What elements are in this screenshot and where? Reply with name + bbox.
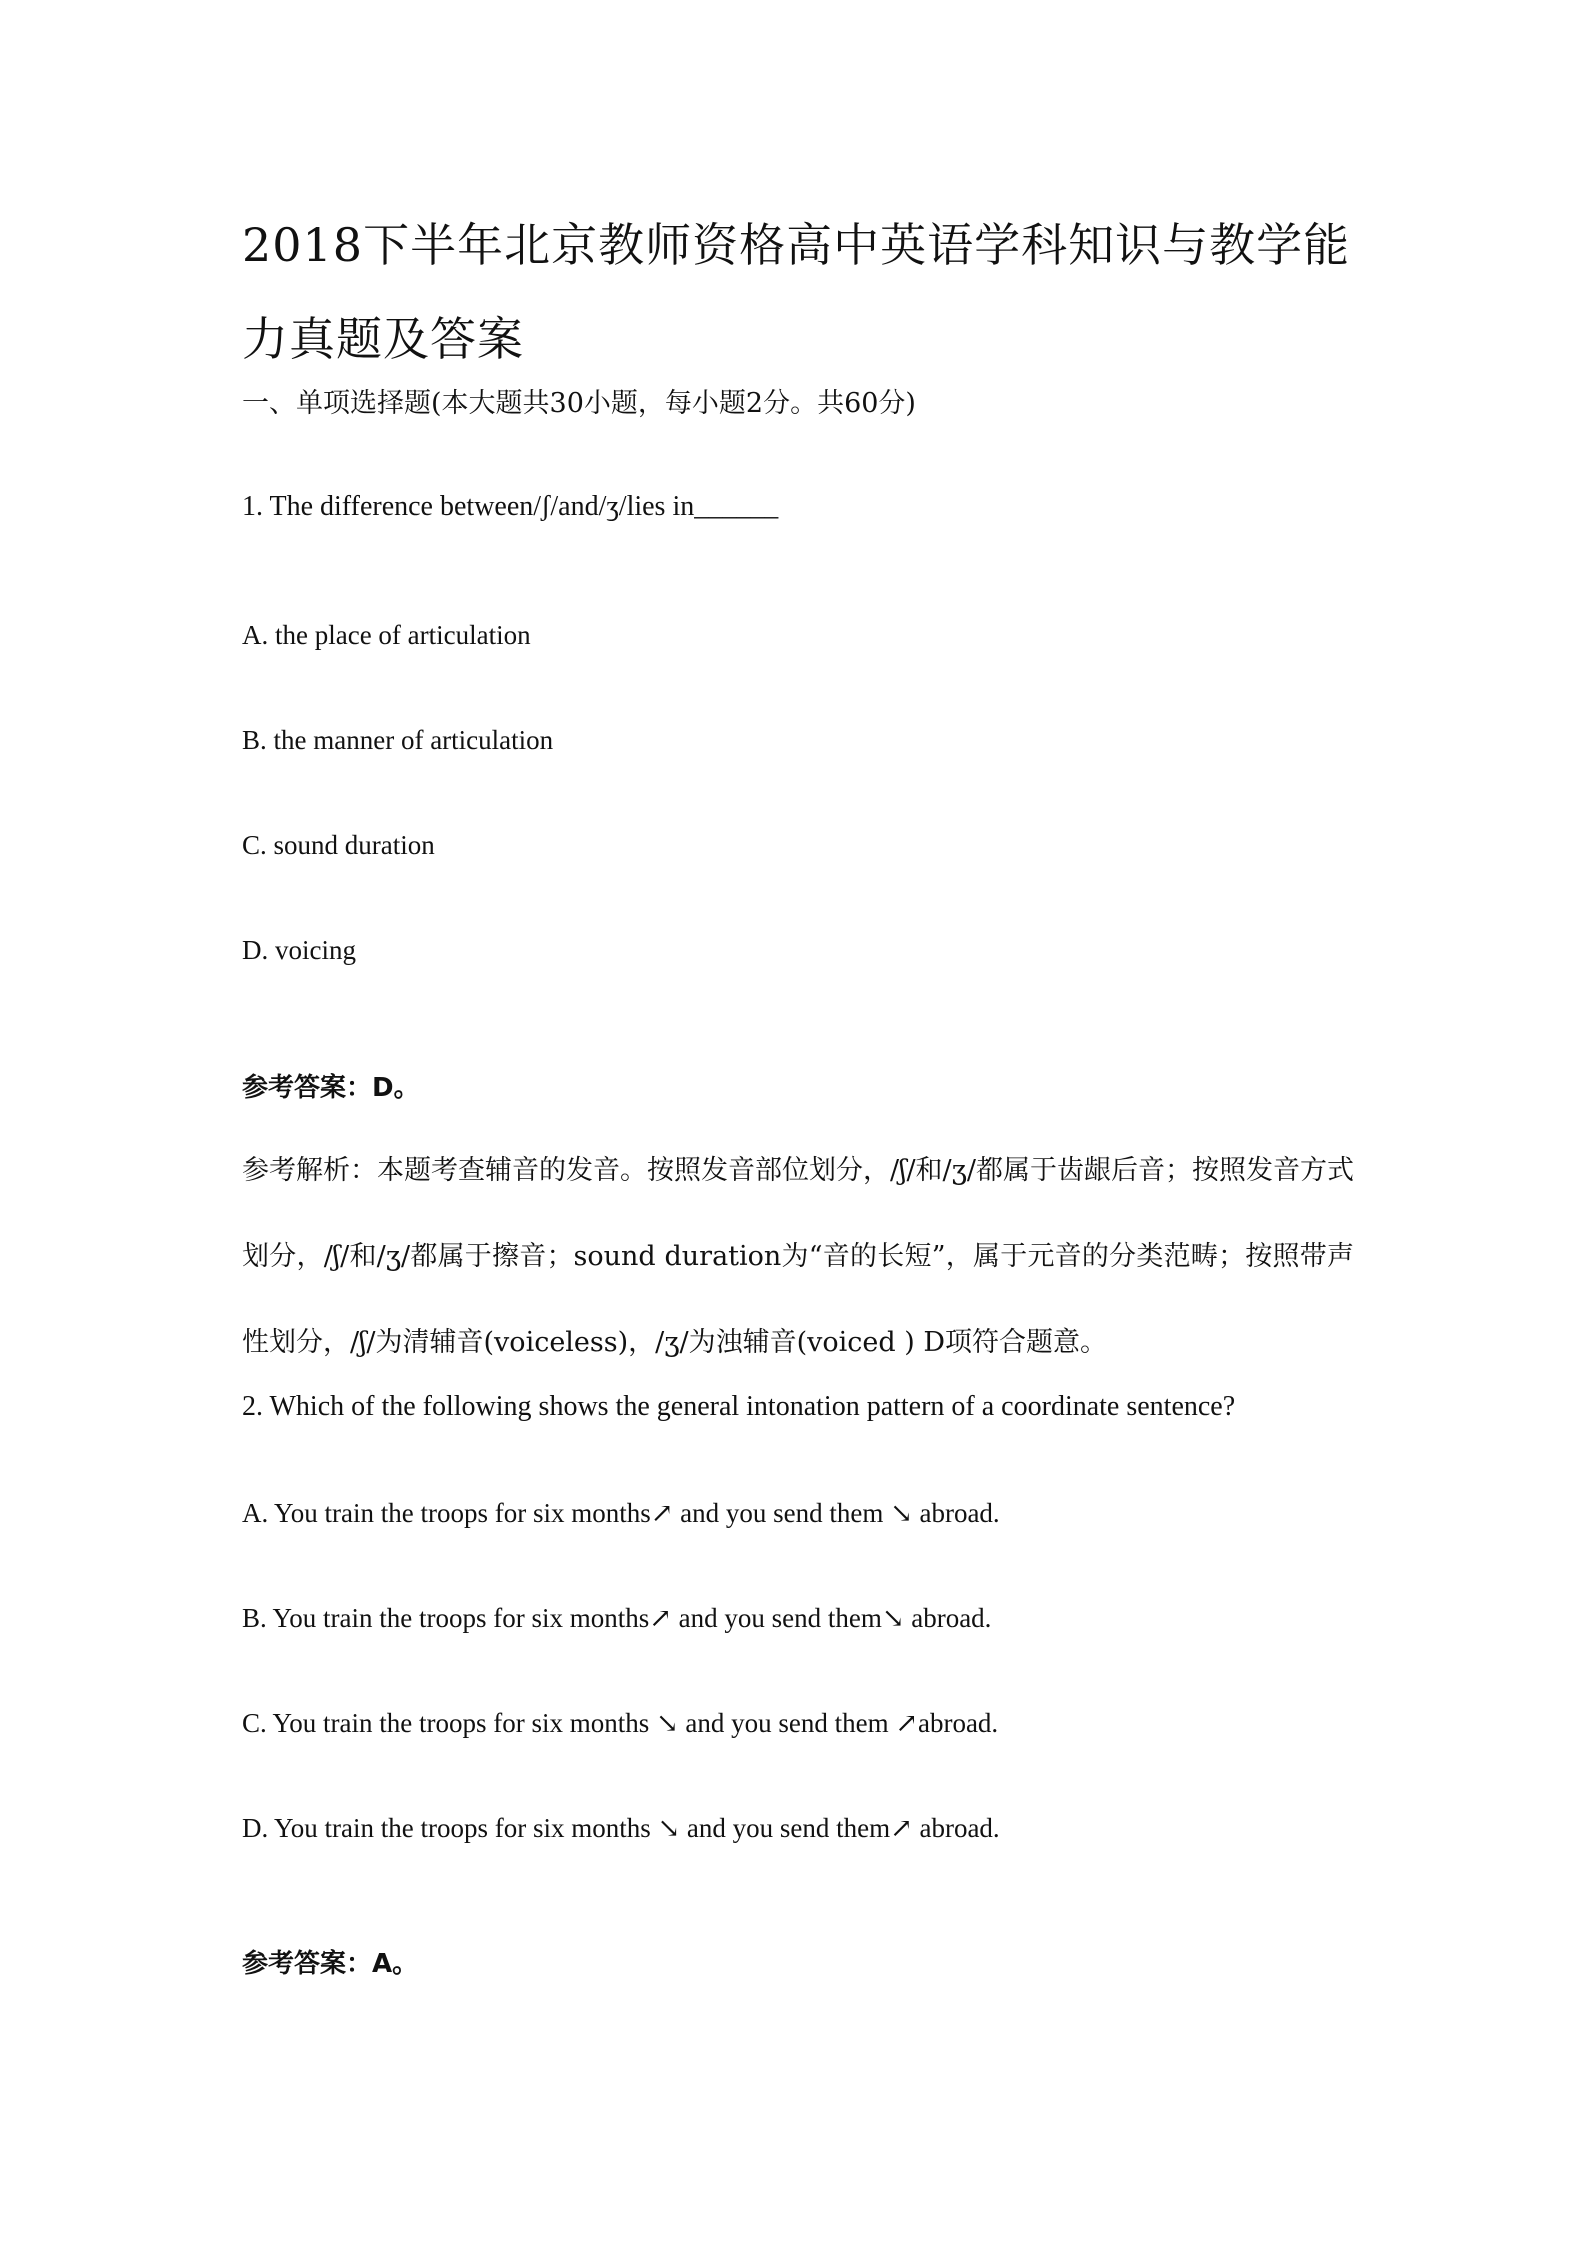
- question-2-option-d: D. You train the troops for six months ↘ and you send them↗ abroad.: [242, 1813, 1000, 1843]
- question-1-option-d: D. voicing: [242, 935, 356, 965]
- question-2-option-c: C. You train the troops for six months ↘ and you send them ↗abroad.: [242, 1708, 999, 1738]
- question-2-option-b: B. You train the troops for six months↗ and you send them↘ abroad.: [242, 1603, 992, 1633]
- question-1-analysis: 参考解析：本题考查辅音的发音。按照发音部位划分，/ʃ/和/ʒ/都属于齿龈后音；按照发音方式划分，/ʃ/和/ʒ/都属于擦音；sound duration为“音的长短”，属于元音的分类范畴；按照带声性划分，/ʃ/为清辅音(voiceless)，/ʒ/为浊辅音(voiced ) D项符合题意。: [242, 1155, 1354, 1358]
- question-2-option-a: A. You train the troops for six months↗ and you send them ↘ abroad.: [242, 1498, 1000, 1528]
- question-1-option-b: B. the manner of articulation: [242, 725, 554, 755]
- section-heading: 一、单项选择题(本大题共30小题，每小题2分。共60分): [242, 388, 916, 419]
- question-1-option-a: A. the place of articulation: [242, 620, 531, 650]
- question-1-answer: 参考答案：D。: [242, 1073, 420, 1103]
- question-1-option-c: C. sound duration: [242, 830, 435, 860]
- document-title: 2018下半年北京教师资格高中英语学科知识与教学能力真题及答案: [242, 218, 1351, 366]
- question-2-stem: 2. Which of the following shows the general intonation pattern of a coordinate sentence?: [242, 1391, 1236, 1422]
- question-1-stem: 1. The difference between/ʃ/and/ʒ/lies in______: [242, 491, 779, 522]
- question-2-answer: 参考答案：A。: [242, 1949, 419, 1979]
